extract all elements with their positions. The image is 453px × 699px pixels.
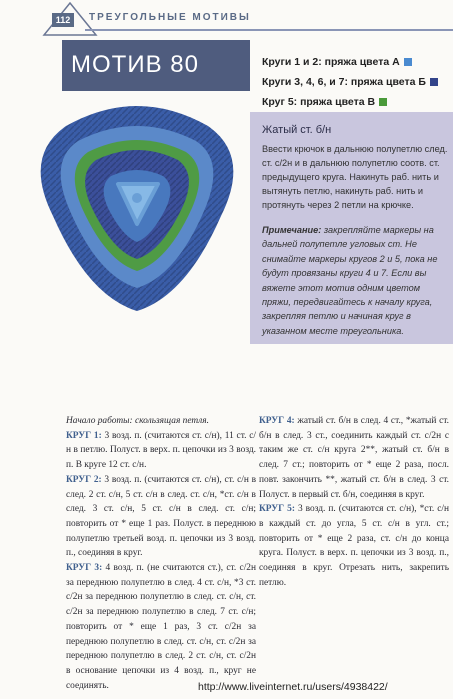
page-number: 112 (52, 13, 74, 27)
round-label: КРУГ 1: (66, 430, 102, 441)
round-label: КРУГ 2: (66, 474, 102, 485)
footer-url: http://www.liveinternet.ru/users/4938422/ (198, 681, 388, 693)
note-label: Примечание: (262, 225, 322, 235)
yarn-color-swatch (404, 58, 412, 66)
round-1 (66, 429, 256, 473)
round-text: 4 возд. п. (не считаются ст.), ст. с/2н за переднюю полупетлю в след. 4 ст. с/н, *3 ст. с/2н за переднюю полупетлю в след. ст. с/н, ст. с/2н за переднюю полупетлю в след. 7 ст. с/н; повторить от * еще 1 раз, 3 ст. с/2н за переднюю полупетлю в след. ст. с/н, ст. с/2н за переднюю полупетлю в след. 2 ст. с/н, ст. с/2н в основание цепочки из 4 возд. п., круг не соединять. (66, 563, 256, 691)
note-text: закрепляйте маркеры на дальней полупетле угловых ст. Не снимайте маркеры кругов 2 и 5, пока не будут провязаны круги 4 и 7. Если вы вяжете этот мотив одним цветом пряжи, передвигайтесь к началу круга, закрепляя петлю и начиная круг в указанном месте треугольника. (262, 225, 438, 336)
yarn-list (262, 52, 450, 112)
yarn-label: Круги 1 и 2: пряжа цвета А (262, 56, 400, 68)
round-text: 3 возд. п. (считаются ст. с/н), *ст. с/н в каждый ст. до угла, 5 ст. с/н в угл. ст.; повторить от * еще 2 раза, ст. с/н до конца круга. Полуст. в верх. п. цепочки из 3 возд. п., соединяя в круг. Отрезать нить, закрепить петлю. (259, 504, 449, 588)
yarn-item (262, 92, 450, 112)
round-label: КРУГ 4: (259, 416, 295, 426)
instructions-left-column (66, 414, 256, 693)
round-5 (259, 502, 449, 590)
yarn-label: Круги 3, 4, 6, и 7: пряжа цвета Б (262, 76, 426, 88)
round-label: КРУГ 3: (66, 563, 103, 574)
stitch-description: Ввести крючок в дальнюю полупетлю след. ст. с/2н и в дальнюю полупетлю соотв. ст. предыдущего круга. Накинуть раб. нить и вытянуть петлю, накинуть раб. нить и протянуть через 2 петли на крючке. (262, 144, 448, 210)
round-3 (66, 561, 256, 693)
yarn-color-swatch (379, 98, 387, 106)
motif-title: МОТИВ 80 (71, 51, 199, 78)
round-text: 3 возд. п. (считаются ст. с/н), ст. с/н в след. 2 ст. с/н, 5 ст. с/н в след. ст. с/н, *ст. с/н в след. 3 ст. с/н, 5 ст. с/н в след. ст. с/н; повторить от * еще 1 раз. Полуст. в переднюю полупетлю третьей возд. п. цепочки из 3 возд. п., соединяя в круг. (66, 474, 257, 559)
header-rule (85, 29, 453, 31)
crochet-motif-photo (26, 96, 248, 318)
round-label: КРУГ 5: (259, 504, 295, 515)
start-instruction: Начало работы: скользящая петля. (66, 416, 209, 426)
round-4 (259, 414, 449, 502)
instructions-right-column (259, 414, 449, 590)
stitch-heading: Жатый ст. б/н (262, 124, 332, 136)
yarn-label: Круг 5: пряжа цвета В (262, 96, 376, 108)
round-text: жатый ст. б/н в след. 4 ст., *жатый ст. б/н в след. 3 ст., соединить каждый ст. с/2н с таким же ст. с/н круга 2**, жатый ст. б/н в след. 7 ст.; повторить от * еще 2 раза, посл. повт. закончить **, жатый ст. б/н в след. 3 ст. Полуст. в первый ст. б/н, соединяя в круг. (259, 416, 449, 500)
yarn-color-swatch (430, 78, 438, 86)
round-text: 3 возд. п. (считаются ст. с/н), 11 ст. с/н в петлю. Полуст. в верх. п. цепочки из 3 возд. п. В круге 12 ст. с/н. (66, 430, 256, 471)
section-title: ТРЕУГОЛЬНЫЕ МОТИВЫ (89, 12, 251, 23)
yarn-item (262, 72, 450, 92)
stitch-note (262, 223, 448, 338)
yarn-item (262, 52, 450, 72)
round-2 (66, 473, 256, 561)
